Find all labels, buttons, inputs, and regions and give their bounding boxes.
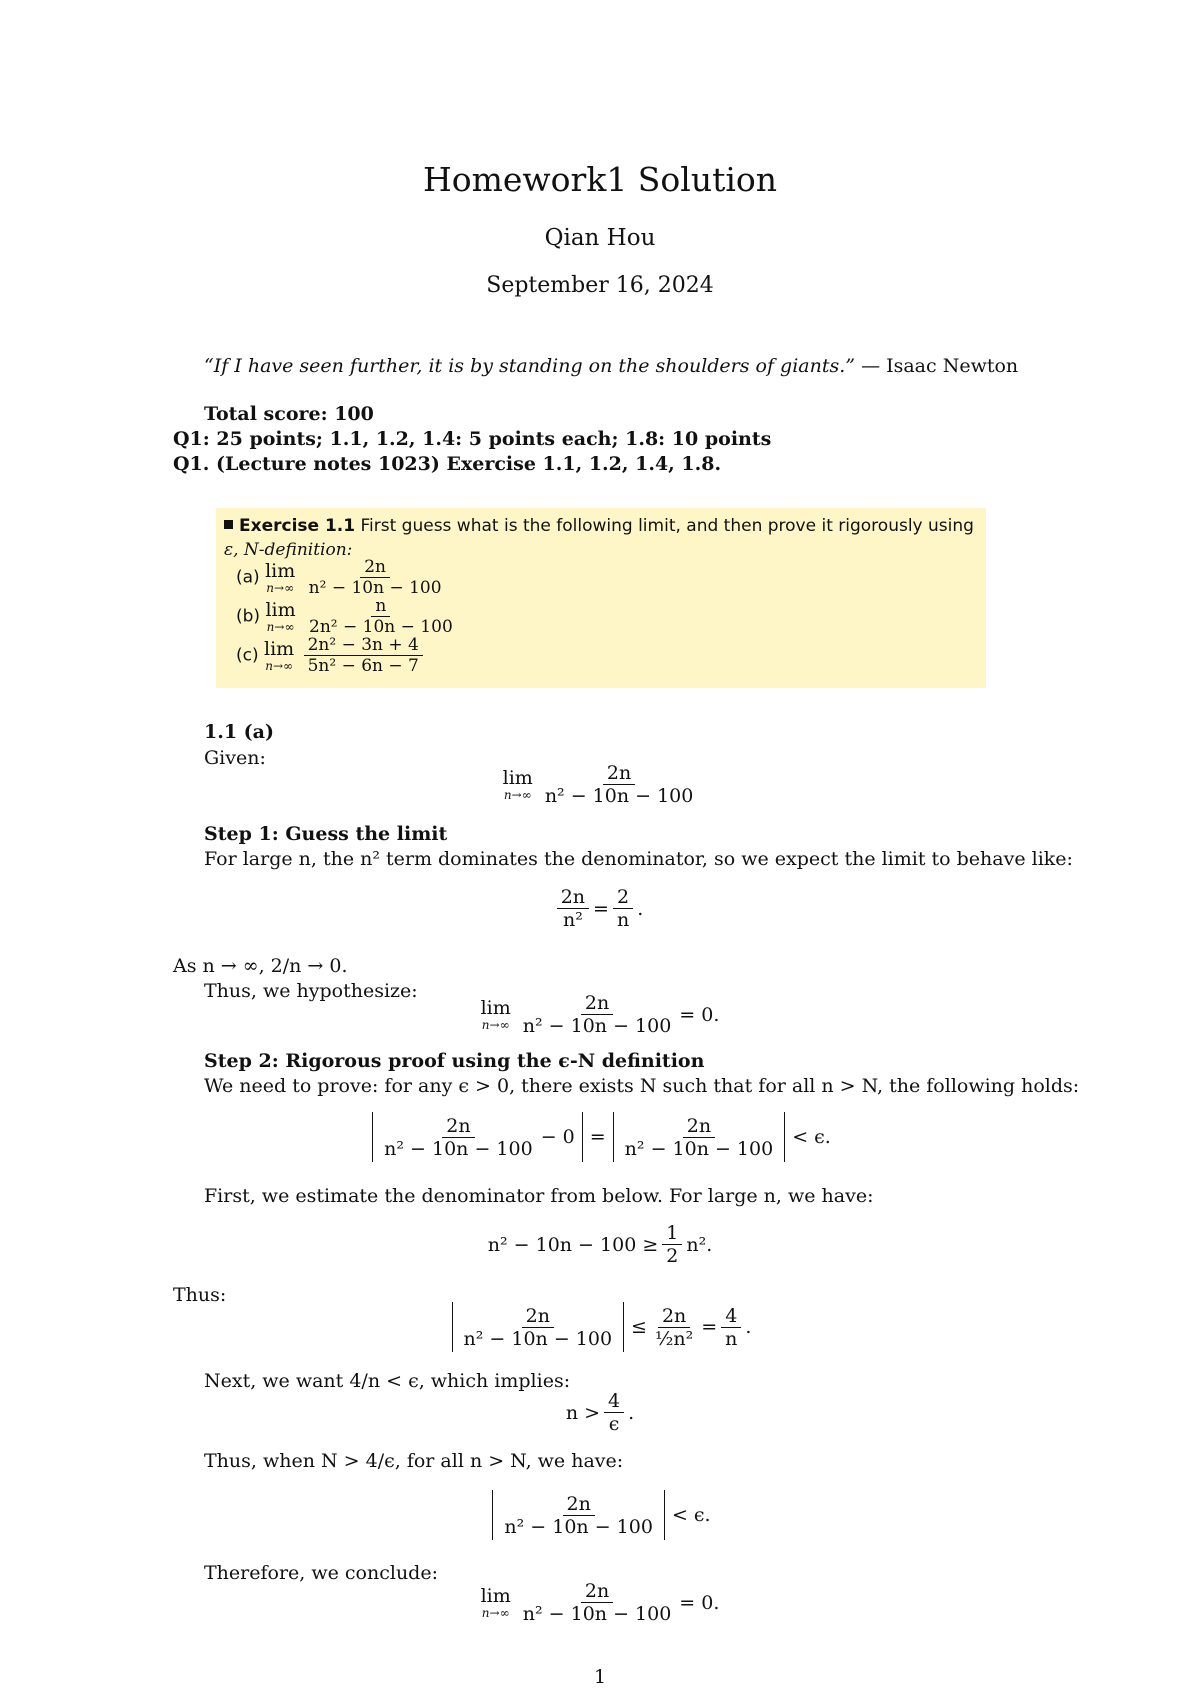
eq-zero: = 0. <box>679 1003 720 1026</box>
frac-num: 2n <box>442 1115 474 1138</box>
step1-title: Step 1: Guess the limit <box>204 823 448 845</box>
lim-sub: n→∞ <box>481 1605 510 1620</box>
epigraph <box>204 355 1018 377</box>
item-label: (a) <box>236 567 260 588</box>
square-bullet-icon <box>224 520 233 529</box>
frac-num: 2n <box>603 762 635 785</box>
frac-num: 2n² − 3n + 4 <box>304 635 423 656</box>
exercise-statement <box>224 514 984 562</box>
hypothesize-text: Thus, we hypothesize: <box>204 980 418 1002</box>
frac-den: ½n² <box>654 1327 694 1350</box>
lim-sub: n→∞ <box>266 580 295 595</box>
frac-num: 2n <box>563 1493 595 1516</box>
when-text: Thus, when N > 4/ϵ, for all n > N, we have: <box>204 1450 624 1472</box>
exercise-item-a <box>236 557 446 598</box>
frac-num: 2n <box>581 992 613 1015</box>
frac-den: n² − 10n − 100 <box>308 578 442 598</box>
given-limit <box>0 762 1200 807</box>
frac-den: n <box>616 909 630 931</box>
n-squared: n². <box>686 1233 713 1256</box>
step2-title: Step 2: Rigorous proof using the ϵ-N definition <box>204 1050 705 1072</box>
item-label: (b) <box>236 606 261 627</box>
frac-num: 1 <box>662 1222 682 1245</box>
q1-title: Q1. (Lecture notes 1023) Exercise 1.1, 1.2, 1.4, 1.8. <box>173 453 722 475</box>
frac-den: n² − 10n − 100 <box>522 1603 672 1625</box>
n-bound: n > $\frac{4}{\epsilon}$ . <box>565 1390 635 1435</box>
q1-points: Q1: 25 points; 1.1, 1.2, 1.4: 5 points each; 1.8: 10 points <box>173 428 772 450</box>
estimate-equation <box>0 1222 1200 1267</box>
frac-den: 2n² − 10n − 100 <box>309 617 453 637</box>
given-label: Given: <box>204 747 266 769</box>
frac-num: 2n <box>581 1580 613 1603</box>
frac-num: 2n <box>658 1305 690 1328</box>
bound-equation: $\frac{2n}{\text{n² − 10n − 100}}$ ≤ $\frac{2n}{\text{½n²}}$ = $\frac{4}{n}$ . <box>0 1302 1200 1352</box>
author: Qian Hou <box>544 225 656 251</box>
frac-num: 4 <box>721 1305 741 1328</box>
lim-sub: n→∞ <box>481 1017 510 1032</box>
frac-num: 4 <box>604 1390 624 1413</box>
exercise-text: First guess what is the following limit, and then prove it rigorously using <box>360 516 974 536</box>
exercise-item-b <box>236 596 457 637</box>
lim-sub: n→∞ <box>265 658 293 673</box>
document-title: Homework1 Solution <box>422 160 778 199</box>
eq-zero: = 0. <box>679 1591 720 1614</box>
frac-den: n² − 10n − 100 <box>504 1515 653 1538</box>
frac-den: n <box>725 1327 738 1350</box>
n-gt: n > <box>565 1401 601 1424</box>
conclusion-equation <box>0 1580 1200 1625</box>
estimate-lhs: n² − 10n − 100 ≥ <box>487 1233 659 1256</box>
item-label: (c) <box>236 645 259 666</box>
lim-word: lim <box>265 559 296 582</box>
frac-den: n² − 10n − 100 <box>463 1327 613 1350</box>
conclude-text: Therefore, we conclude: <box>204 1562 438 1584</box>
frac-den: n² − 10n − 100 <box>544 785 694 807</box>
hypothesis-equation <box>0 992 1200 1037</box>
lim-word: lim <box>265 598 296 621</box>
quote-attribution: — Isaac Newton <box>861 355 1019 377</box>
step1-text: For large n, the n² term dominates the denominator, so we expect the limit to behave like: <box>204 848 1073 870</box>
leq: ≤ <box>631 1316 647 1338</box>
frac-num: 2n <box>522 1305 554 1328</box>
frac-num: 2 <box>613 886 633 909</box>
frac-den: ϵ <box>608 1413 620 1435</box>
quote-text: “If I have seen further, it is by standing on the shoulders of giants.” <box>204 355 856 377</box>
lim-word: lim <box>480 1584 511 1607</box>
step2-text: We need to prove: for any ϵ > 0, there exists N such that for all n > N, the following holds: <box>204 1075 1080 1097</box>
estimate-text: First, we estimate the denominator from below. For large n, we have: <box>204 1185 874 1207</box>
frac-den: n² <box>562 909 583 931</box>
exercise-text-2: ε, N-definition: <box>224 540 353 560</box>
section-heading: 1.1 (a) <box>204 721 274 743</box>
want-text: Next, we want 4/n < ϵ, which implies: <box>204 1370 571 1392</box>
frac-den: n² − 10n − 100 <box>384 1137 533 1160</box>
lim-sub: n→∞ <box>266 619 295 634</box>
exercise-label: Exercise 1.1 <box>239 516 356 536</box>
thus-label: Thus: <box>173 1284 227 1306</box>
lim-word: lim <box>264 637 295 660</box>
frac-den: n² − 10n − 100 <box>522 1015 672 1037</box>
lim-word: lim <box>480 996 511 1019</box>
epsilon-inequality: $\frac{2n}{\text{n² − 10n − 100}}$ − 0 = $\frac{2n}{\text{n² − 10n − 100}}$ < ϵ. <box>0 1112 1200 1162</box>
frac-den: 5n² − 6n − 7 <box>307 656 419 676</box>
total-score: Total score: 100 <box>204 403 374 425</box>
as-n-text: As n → ∞, 2/n → 0. <box>173 955 348 977</box>
lt-eps: < ϵ. <box>671 1504 711 1526</box>
exercise-item-c <box>236 635 423 676</box>
minus-zero: − 0 <box>540 1126 575 1148</box>
page-number: 1 <box>593 1666 607 1688</box>
approx-equation: $\frac{2n}{\text{n²}}$ = $\frac{2}{n}$ . <box>0 886 1200 931</box>
frac-num: 2n <box>360 557 390 578</box>
lim-sub: n→∞ <box>503 787 532 802</box>
frac-num: 2n <box>557 886 589 909</box>
lim-word: lim <box>502 766 533 789</box>
frac-num: n <box>371 596 390 617</box>
final-inequality <box>0 1490 1200 1540</box>
date: September 16, 2024 <box>486 273 714 298</box>
frac-den: 2 <box>666 1245 679 1267</box>
frac-num: 2n <box>683 1115 715 1138</box>
frac-den: n² − 10n − 100 <box>624 1137 774 1160</box>
lt-eps: < ϵ. <box>792 1126 831 1148</box>
